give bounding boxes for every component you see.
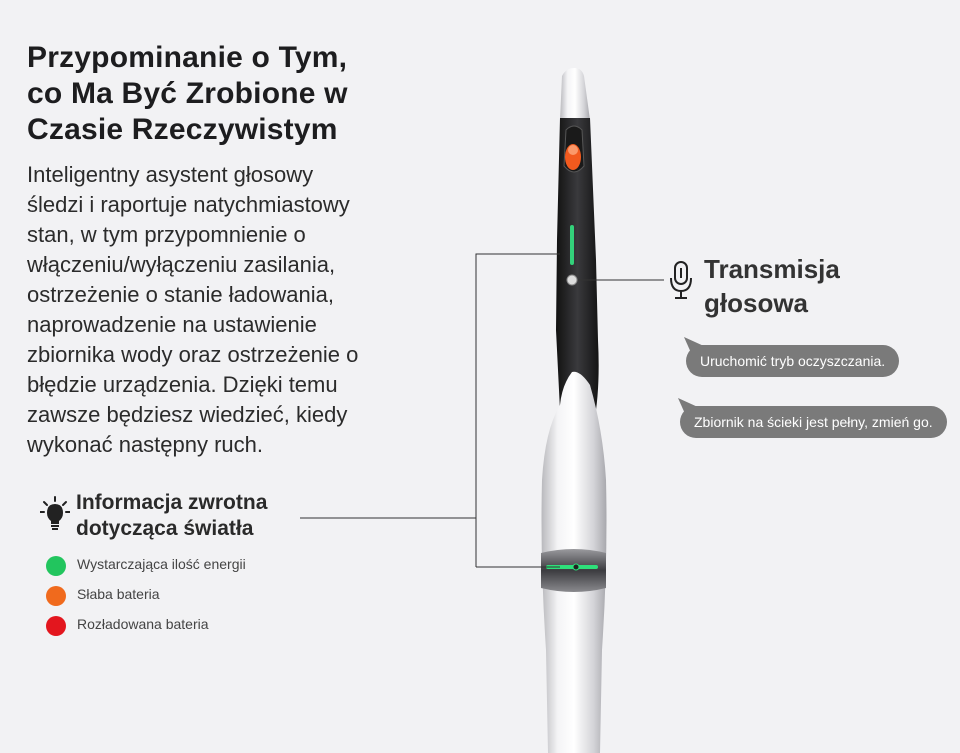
voice-title — [704, 252, 840, 320]
title-line: co Ma Być Zrobione w — [27, 77, 348, 110]
light-legend — [46, 552, 306, 642]
description-line: stan, w tym przypomnienie o — [27, 222, 306, 247]
voice-message-bubble — [686, 345, 899, 377]
light-feedback-title — [76, 490, 267, 542]
green-dot-icon — [46, 556, 66, 576]
page-title — [27, 40, 427, 148]
legend-label: Wystarczająca ilość energii — [77, 556, 246, 572]
title-line: Czasie Rzeczywistym — [27, 113, 338, 146]
description-line: zawsze będziesz wiedzieć, kiedy — [27, 402, 348, 427]
voice-message-text: Zbiornik na ścieki jest pełny, zmień go. — [694, 414, 933, 430]
description-line: Inteligentny asystent głosowy — [27, 162, 314, 187]
voice-message-bubble — [680, 406, 947, 438]
voice-header — [668, 252, 928, 322]
title-line: Przypominanie o Tym, — [27, 41, 348, 74]
description-line: błędzie urządzenia. Dzięki temu — [27, 372, 338, 397]
description-line: naprowadzenie na ustawienie — [27, 312, 317, 337]
light-title-line: dotycząca światła — [76, 517, 254, 540]
voice-message-text: Uruchomić tryb oczyszczania. — [700, 353, 886, 369]
lightbulb-icon — [40, 496, 70, 532]
description-line: ostrzeżenie o stanie ładowania, — [27, 282, 334, 307]
description-line: włączeniu/wyłączeniu zasilania, — [27, 252, 336, 277]
description-line: zbiornika wody oraz ostrzeżenie o — [27, 342, 359, 367]
light-title-line: Informacja zwrotna — [76, 491, 268, 514]
bubble-tail-icon — [684, 337, 706, 359]
legend-item-low-battery — [46, 582, 306, 612]
microphone-icon — [668, 260, 694, 300]
description — [27, 160, 427, 460]
voice-title-line: Transmisja — [704, 254, 840, 284]
legend-item-empty-battery — [46, 612, 306, 642]
description-line: śledzi i raportuje natychmiastowy — [27, 192, 350, 217]
voice-title-line: głosowa — [704, 288, 809, 318]
light-feedback-header — [40, 490, 330, 550]
description-line: wykonać następny ruch. — [27, 432, 264, 457]
orange-dot-icon — [46, 586, 66, 606]
legend-label: Rozładowana bateria — [77, 616, 209, 632]
legend-item-full-energy — [46, 552, 306, 582]
bubble-tail-icon — [678, 398, 700, 420]
red-dot-icon — [46, 616, 66, 636]
legend-label: Słaba bateria — [77, 586, 160, 602]
